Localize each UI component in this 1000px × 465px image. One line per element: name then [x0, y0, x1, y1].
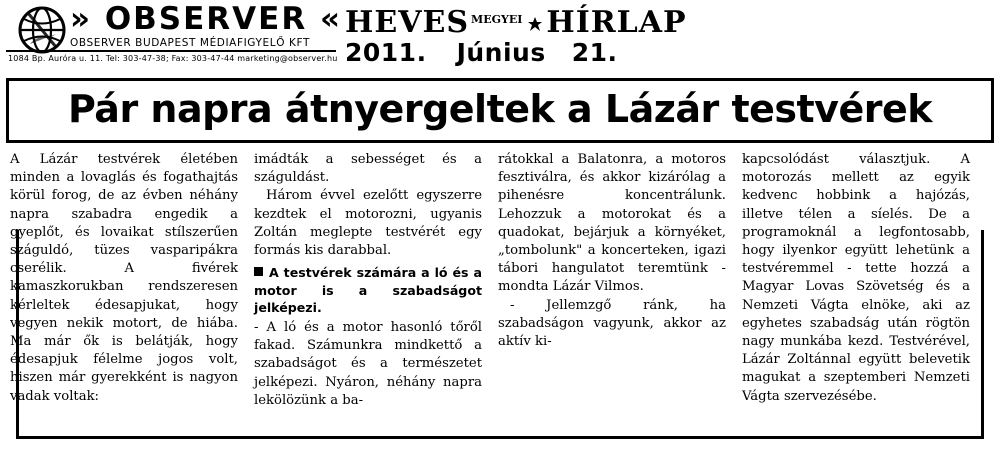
article-column-1 [10, 151, 238, 439]
pull-quote-text: A testvérek számára a ló és a motor is a szabadságot jelképezi. [254, 265, 482, 316]
paper-title-block [345, 4, 687, 40]
paragraph: A Lázár testvérek életében minden a lovaglás és fogathajtás körül forog, de az évben néhány napra szabadra engedik a gyeplőt, és lovaikat stílszerűen száguldó, tüzes vasparipákra cserélik. A fivérek kamaszkorukban rendszeresen kérleltek édesapjukat, hogy vegyen nekik motort, de hiába. Ma már ők is belátják, hogy édesapjuk félelme jogos volt, hiszen már gyerekként is nagyon vadak voltak: [10, 152, 238, 404]
observer-branding [70, 2, 370, 49]
paragraph: kapcsolódást választjuk. A motorozás mellett az egyik kedvenc hobbink a hajózás, illetve télen a síelés. De a programoknál a legfontosabb, hogy ilyenkor együtt lehetünk a testvéremmel - tette hozzá a Magyar Lovas Szövetség és a Nemzeti Vágta elnöke, aki az egyhetes szabadság után rögtön nagy munkába kezd. Testvérével, Lázár Zoltánnal együtt belevetik magukat a szeptemberi Nemzeti Vágta szervezésébe. [742, 152, 970, 404]
article-column-3 [498, 151, 726, 439]
paragraph: Három évvel ezelőtt egyszerre kezdtek el motorozni, ugyanis Zoltán meglepte testvérét egy formás kis darabbal. [254, 188, 482, 259]
paragraph: - A ló és a motor hasonló tőről fakad. Számunkra mindkettő a szabadságot és a természetet jelképezi. Nyáron, néhány napra lekölözünk a ba- [254, 320, 482, 408]
issue-month: Június [456, 38, 546, 67]
masthead-divider [6, 50, 336, 52]
article-headline: Pár napra átnyergeltek a Lázár testvérek [67, 87, 933, 131]
headline-box [6, 78, 994, 140]
frame-left-border [16, 230, 19, 439]
globe-icon [16, 4, 68, 56]
paragraph: imádták a sebességet és a száguldást. [254, 152, 482, 186]
masthead [0, 0, 1000, 76]
issue-day: 21. [571, 38, 618, 67]
observer-brand-title: » OBSERVER « [70, 1, 343, 37]
paper-title [345, 4, 687, 40]
paper-title-megyei: MEGYEI [471, 13, 523, 26]
article-body [10, 151, 990, 439]
headline-bottom-rule [6, 140, 994, 143]
article-column-2 [254, 151, 482, 439]
observer-contact-line: 1084 Bp. Auróra u. 11. Tel: 303-47-38; Fax: 303-47-44 marketing@observer.hu [8, 54, 338, 63]
frame-bottom-border [16, 436, 984, 439]
issue-year: 2011. [345, 38, 427, 67]
paper-title-part2: HÍRLAP [546, 5, 687, 40]
frame-right-border [981, 230, 984, 439]
pull-quote [254, 264, 482, 317]
paragraph: rátokkal a Balatonra, a motoros fesztiválra, és akkor kizárólag a pihenésre koncentrálunk. Lehozzuk a motorokat és a quadokat, bejárjuk a környéket, „tombolunk" a koncerteken, igazi tábori hangulatot teremtünk - mondta Lázár Vilmos. [498, 152, 726, 295]
paragraph: - Jellemzgő ránk, ha szabadságon vagyunk, akkor az aktív ki- [498, 297, 726, 350]
issue-date [345, 38, 618, 67]
square-bullet-icon [254, 267, 263, 276]
observer-brand-subtitle: OBSERVER BUDAPEST MÉDIAFIGYELŐ KFT [70, 37, 310, 49]
paper-logo-icon [527, 16, 543, 34]
paper-title-part1: HEVES [345, 5, 470, 40]
article-column-4 [742, 151, 970, 439]
